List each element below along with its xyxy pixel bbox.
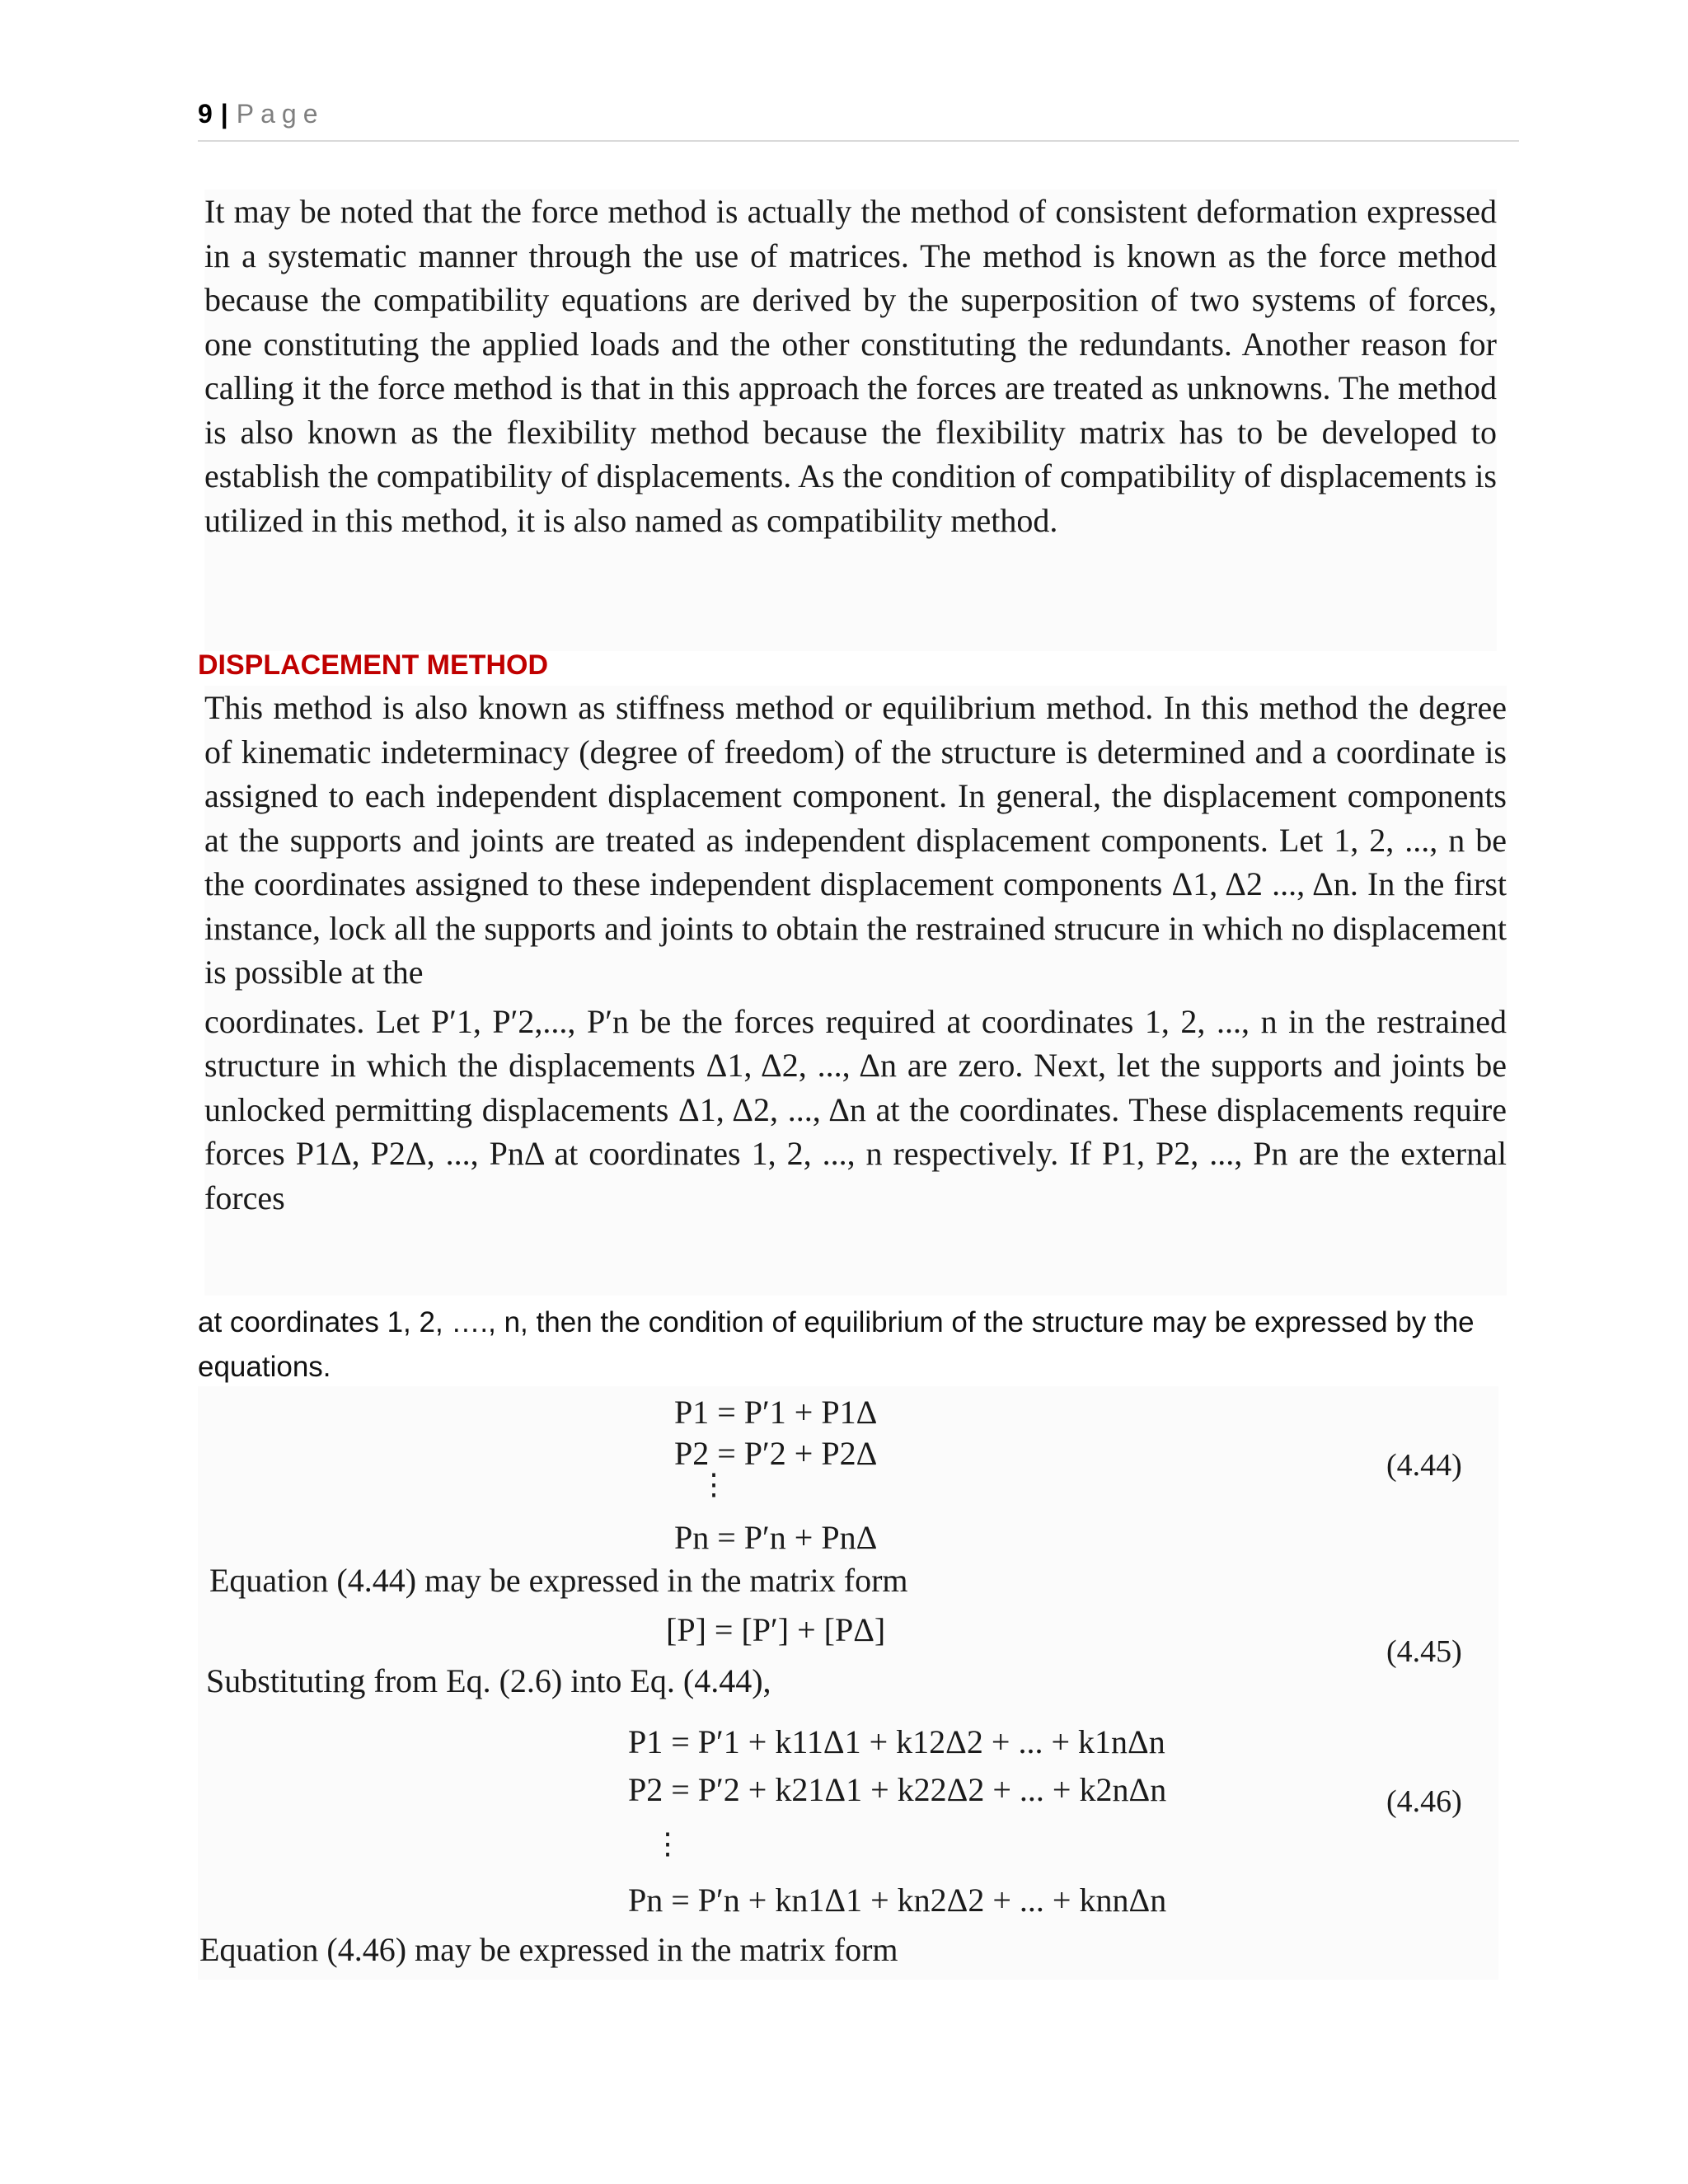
eq-4-46-line-n: Pn = P′n + kn1Δ1 + kn2Δ2 + ... + knnΔn	[628, 1882, 1167, 1919]
eq-4-46-line-1: P1 = P′1 + k11Δ1 + k12Δ2 + ... + k1nΔn	[628, 1723, 1165, 1760]
eq-4-45-expression: [P] = [P′] + [PΔ]	[666, 1611, 886, 1648]
force-method-paragraph: It may be noted that the force method is actually the method of consistent deformation expressed in a systematic manner through the use of matrices. The method is known as the force method because the compatibility equations are derived by the superposition of two systems of forces, one constituting the applied loads and the other constituting the redundants. Another reason for calling it the force method is that in this approach the forces are treated as unknowns. The method is also known as the flexibility method because the flexibility matrix has to be developed to establish the compatibility of displacements. As the condition of compatibility of displacements is utilized in this method, it is also named as compatibility method.	[204, 193, 1497, 539]
page-number: 9	[198, 99, 213, 129]
equilibrium-paragraph: at coordinates 1, 2, …., n, then the condition of equilibrium of the structure may be expressed by the equations.	[198, 1306, 1475, 1383]
eq-4-44-line-2: P2 = P′2 + P2Δ	[674, 1435, 878, 1472]
matrix-form-text-2: Equation (4.46) may be expressed in the matrix form	[199, 1931, 898, 1968]
eq-4-44-dots: ⋮	[699, 1468, 729, 1501]
displacement-method-scan	[204, 686, 1507, 1296]
page-label: Page	[236, 99, 325, 129]
force-method-scan	[204, 190, 1497, 651]
substituting-text: Substituting from Eq. (2.6) into Eq. (4.44),	[206, 1662, 771, 1699]
eq-4-46-line-2: P2 = P′2 + k21Δ1 + k22Δ2 + ... + k2nΔn	[628, 1771, 1167, 1808]
eq-4-45-number: (4.45)	[1386, 1634, 1462, 1669]
eq-4-46-number: (4.46)	[1386, 1784, 1462, 1819]
equations-scan	[198, 1386, 1498, 1980]
eq-4-44-line-n: Pn = P′n + PnΔ	[674, 1519, 878, 1556]
eq-4-44-number: (4.44)	[1386, 1448, 1462, 1483]
matrix-form-text-1: Equation (4.44) may be expressed in the matrix form	[209, 1562, 908, 1599]
eq-4-44-line-1: P1 = P′1 + P1Δ	[674, 1394, 878, 1431]
displacement-paragraph-1: This method is also known as stiffness method or equilibrium method. In this method the degree of kinematic indeterminacy (degree of freedom) of the structure is determined and a coordinate is assigned to each independent displacement component. In general, the displacement components at the supports and joints are treated as independent displacement components. Let 1, 2, ..., n be the coordinates assigned to these independent displacement components Δ1, Δ2 ..., Δn. In the first instance, lock all the supports and joints to obtain the restrained strucure in which no displacement is possible at the	[204, 689, 1507, 991]
section-heading: DISPLACEMENT METHOD	[198, 649, 548, 681]
page-header	[198, 99, 1519, 142]
header-separator: |	[220, 99, 228, 129]
eq-4-46-dots: ⋮	[653, 1827, 682, 1860]
displacement-paragraph-2: coordinates. Let P′1, P′2,..., P′n be the forces required at coordinates 1, 2, ..., n in the restrained structure in which the displacements Δ1, Δ2, ..., Δn are zero. Next, let the supports and joints be unlocked permitting displacements Δ1, Δ2, ..., Δn at the coordinates. These displacements require forces P1Δ, P2Δ, ..., PnΔ at coordinates 1, 2, ..., n respectively. If P1, P2, ..., Pn are the external forces	[204, 1002, 1507, 1216]
